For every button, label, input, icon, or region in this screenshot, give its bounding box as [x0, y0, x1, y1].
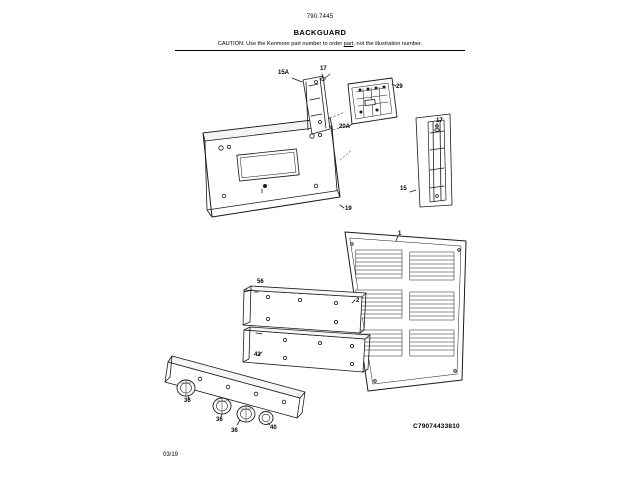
callout-15: 15 — [400, 186, 407, 192]
right-side-bracket-part — [416, 114, 452, 207]
caution-prefix: CAUTION: Use the Kenmore part number to order — [217, 41, 344, 47]
callout-19: 19 — [345, 206, 352, 212]
diagram-code: C79074433810 — [413, 423, 460, 430]
callout-56: 56 — [257, 279, 264, 285]
upper-mounting-rail-part — [243, 286, 366, 333]
callout-40: 40 — [270, 425, 277, 431]
revision-date: 03/19 — [163, 452, 179, 458]
callout-1: 1 — [398, 231, 402, 237]
caution-suffix: , not the illustration number. — [353, 41, 423, 47]
callout-17-left: 17 — [320, 66, 327, 72]
callout-15A: 15A — [278, 70, 290, 76]
callout-20A: 20A — [339, 124, 351, 130]
electronic-control-board-part — [348, 78, 397, 124]
callout-36-b: 36 — [216, 417, 223, 423]
caution-underlined-word: part — [343, 41, 354, 47]
callout-29: 29 — [396, 84, 403, 90]
callout-36-a: 36 — [184, 398, 191, 404]
callout-36-c: 36 — [231, 428, 238, 434]
page-title: BACKGUARD — [293, 28, 347, 37]
callout-2: 2 — [356, 298, 360, 304]
control-panel-part — [203, 118, 340, 217]
model-number: 790.7445 — [306, 14, 334, 20]
callout-17-right: 17 — [436, 118, 443, 124]
middle-mounting-rail-part — [243, 327, 370, 372]
callout-42: 42 — [254, 352, 261, 358]
